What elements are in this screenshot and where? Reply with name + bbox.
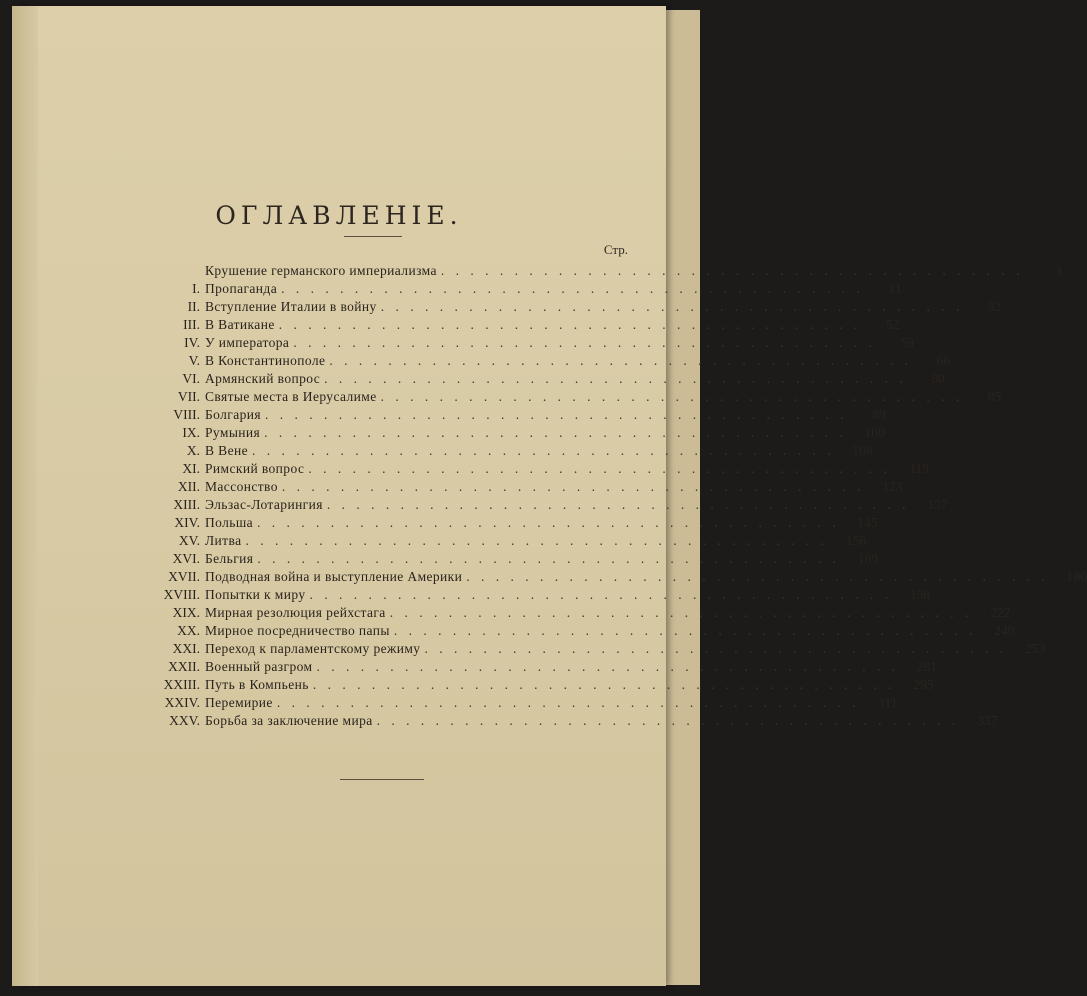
table-of-contents bbox=[152, 262, 1087, 730]
toc-dot-leader: . . . . . . . . . . . . . . . . . . . . . . . . . . . . . . . . . . . . . . . . bbox=[424, 641, 1008, 656]
toc-dot-leader: . . . . . . . . . . . . . . . . . . . . . . . . . . . . . . . . . . . . . . . . bbox=[276, 695, 860, 710]
toc-entry-title: Мирное посредничество папы bbox=[205, 623, 390, 638]
toc-entry-page: 253 bbox=[1024, 641, 1046, 656]
toc-entry-number: XI. bbox=[182, 461, 200, 476]
toc-entry-title: Крушение германского империализма bbox=[205, 263, 437, 278]
toc-entry bbox=[152, 550, 879, 568]
toc-entry-number: XXV. bbox=[169, 713, 200, 728]
toc-entry-page: 108 bbox=[852, 443, 873, 458]
toc-dot-leader: . . . . . . . . . . . . . . . . . . . . . . . . . . . . . . . . . . . . . . . . bbox=[440, 263, 1024, 278]
toc-entry bbox=[152, 532, 867, 550]
toc-entry-title: Путь в Компьень bbox=[205, 677, 309, 692]
toc-entry-title: Бельгия bbox=[205, 551, 254, 566]
page-edge-shadow bbox=[12, 6, 38, 986]
toc-dot-leader: . . . . . . . . . . . . . . . . . . . . . . . . . . . . . . . . . . . . . . . . bbox=[293, 335, 876, 350]
toc-entry bbox=[152, 442, 873, 460]
toc-entry bbox=[152, 298, 1002, 316]
toc-entry-number: XXIII. bbox=[163, 677, 200, 692]
page-column-label: Стр. bbox=[603, 242, 628, 257]
toc-entry bbox=[152, 262, 1062, 280]
toc-dot-leader: . . . . . . . . . . . . . . . . . . . . . . . . . . . . . . . . . . . . . . . . bbox=[257, 551, 841, 566]
toc-entry-number: III. bbox=[183, 317, 200, 332]
toc-entry bbox=[152, 352, 951, 370]
toc-entry-page: 85 bbox=[987, 389, 1002, 404]
toc-entry-page: 337 bbox=[977, 713, 998, 728]
toc-entry bbox=[152, 694, 898, 712]
toc-entry bbox=[152, 406, 886, 424]
toc-dot-leader: . . . . . . . . . . . . . . . . . . . . . . . . . . . . . . . . . . . . . . . . bbox=[329, 353, 913, 368]
toc-entry bbox=[152, 460, 929, 478]
toc-dot-leader: . . . . . . . . . . . . . . . . . . . . . . . . . . . . . . . . . . . . . . . . bbox=[252, 443, 835, 458]
toc-entry-title: Литва bbox=[205, 533, 242, 548]
toc-entry bbox=[152, 622, 1015, 640]
toc-entry-number: VII. bbox=[177, 389, 200, 404]
toc-entry-number: V. bbox=[188, 353, 200, 368]
toc-entry-title: Военный разгром bbox=[205, 659, 313, 674]
toc-entry-page: 180 bbox=[1066, 569, 1087, 584]
toc-dot-leader: . . . . . . . . . . . . . . . . . . . . . . . . . . . . . . . . . . . . . . . . bbox=[380, 389, 964, 404]
toc-entry-number: IV. bbox=[184, 335, 200, 350]
toc-dot-leader: . . . . . . . . . . . . . . . . . . . . . . . . . . . . . . . . . . . . . . . . bbox=[281, 281, 864, 296]
toc-entry bbox=[152, 712, 998, 730]
toc-entry-page: 281 bbox=[916, 659, 938, 674]
toc-dot-leader: . . . . . . . . . . . . . . . . . . . . . . . . . . . . . . . . . . . . . . . . bbox=[281, 479, 865, 494]
toc-entry-title: Массонство bbox=[205, 479, 278, 494]
toc-entry-number: X. bbox=[186, 443, 200, 458]
title-divider bbox=[344, 236, 402, 237]
toc-dot-leader: . . . . . . . . . . . . . . . . . . . . . . . . . . . . . . . . . . . . . . . . bbox=[312, 677, 896, 692]
toc-entry-page: 240 bbox=[994, 623, 1015, 638]
toc-dot-leader: . . . . . . . . . . . . . . . . . . . . . . . . . . . . . . . . . . . . . . . . bbox=[380, 299, 964, 314]
toc-entry bbox=[152, 604, 1011, 622]
toc-entry-page: 32 bbox=[987, 299, 1002, 314]
toc-entry bbox=[152, 640, 1046, 658]
toc-entry-page: 11 bbox=[888, 281, 902, 296]
toc-entry-number: XII. bbox=[177, 479, 200, 494]
toc-entry bbox=[152, 388, 1002, 406]
toc-dot-leader: . . . . . . . . . . . . . . . . . . . . . . . . . . . . . . . . . . . . . . . . bbox=[309, 587, 893, 602]
toc-entry-page: 311 bbox=[877, 695, 898, 710]
toc-dot-leader: . . . . . . . . . . . . . . . . . . . . . . . . . . . . . . . . . . . . . . . . bbox=[278, 317, 862, 332]
toc-entry-title: Переход к парламентскому режиму bbox=[205, 641, 421, 656]
toc-dot-leader: . . . . . . . . . . . . . . . . . . . . . . . . . . . . . . . . . . . . . . . . bbox=[245, 533, 829, 548]
toc-dot-leader: . . . . . . . . . . . . . . . . . . . . . . . . . . . . . . . . . . . . . . . . bbox=[264, 425, 847, 440]
toc-entry-title: Эльзас-Лотарингия bbox=[205, 497, 323, 512]
toc-dot-leader: . . . . . . . . . . . . . . . . . . . . . . . . . . . . . . . . . . . . . . . . bbox=[308, 461, 891, 476]
toc-entry-title: Польша bbox=[205, 515, 254, 530]
toc-entry-title: Перемирие bbox=[205, 695, 273, 710]
toc-entry-number: XVIII. bbox=[163, 587, 200, 602]
toc-entry-page: 295 bbox=[913, 677, 934, 692]
toc-entry-title: Болгария bbox=[205, 407, 261, 422]
toc-entry bbox=[152, 478, 903, 496]
toc-dot-leader: . . . . . . . . . . . . . . . . . . . . . . . . . . . . . . . . . . . . . . . . bbox=[324, 371, 907, 386]
toc-entry-title: В Ватикане bbox=[205, 317, 275, 332]
toc-entry bbox=[152, 280, 902, 298]
toc-entry-title: Подводная война и выступление Америки bbox=[205, 569, 463, 584]
toc-entry-page: 3 bbox=[1054, 263, 1062, 278]
toc-entry-page: 156 bbox=[845, 533, 867, 548]
toc-entry bbox=[152, 514, 878, 532]
toc-entry-number: I. bbox=[192, 281, 200, 296]
toc-entry-title: Румыния bbox=[205, 425, 261, 440]
toc-entry-page: 100 bbox=[864, 425, 885, 440]
toc-entry-title: Армянский вопрос bbox=[205, 371, 321, 386]
toc-entry-page: 52 bbox=[885, 317, 900, 332]
toc-entry bbox=[152, 334, 914, 352]
toc-entry-title: Мирная резолюция рейхстага bbox=[205, 605, 386, 620]
toc-entry bbox=[152, 658, 938, 676]
toc-entry bbox=[152, 676, 934, 694]
toc-dot-leader: . . . . . . . . . . . . . . . . . . . . . . . . . . . . . . . . . . . . . . . . bbox=[257, 515, 840, 530]
toc-dot-leader: . . . . . . . . . . . . . . . . . . . . . . . . . . . . . . . . . . . . . . . . bbox=[326, 497, 910, 512]
toc-entry-title: Попытки к миру bbox=[205, 587, 306, 602]
toc-entry-page: 119 bbox=[909, 461, 929, 476]
toc-entry-page: 145 bbox=[857, 515, 878, 530]
toc-entry-page: 169 bbox=[857, 551, 879, 566]
toc-entry-page: 59 bbox=[900, 335, 914, 350]
toc-entry-page: 222 bbox=[990, 605, 1011, 620]
toc-entry-number: XV. bbox=[178, 533, 200, 548]
toc-dot-leader: . . . . . . . . . . . . . . . . . . . . . . . . . . . . . . . . . . . . . . . . bbox=[393, 623, 977, 638]
toc-entry-title: В Константинополе bbox=[205, 353, 326, 368]
page-title: ОГЛАВЛЕНІЕ. bbox=[215, 200, 463, 230]
toc-entry bbox=[152, 586, 931, 604]
toc-entry-title: Римский вопрос bbox=[205, 461, 305, 476]
toc-entry-page: 80 bbox=[931, 371, 945, 386]
toc-entry-title: В Вене bbox=[205, 443, 248, 458]
closing-divider bbox=[340, 779, 424, 780]
toc-entry-number: XX. bbox=[177, 623, 200, 638]
toc-entry-title: Борьба за заключение мира bbox=[205, 713, 373, 728]
toc-entry bbox=[152, 496, 948, 514]
toc-dot-leader: . . . . . . . . . . . . . . . . . . . . . . . . . . . . . . . . . . . . . . . . bbox=[316, 659, 900, 674]
toc-entry bbox=[152, 370, 945, 388]
toc-entry bbox=[152, 316, 900, 334]
toc-entry-page: 89 bbox=[872, 407, 886, 422]
toc-entry-title: У императора bbox=[205, 335, 290, 350]
toc-entry bbox=[152, 424, 885, 442]
toc-entry-number: II. bbox=[187, 299, 200, 314]
toc-entry-number: XIII. bbox=[173, 497, 200, 512]
toc-entry-number: VI. bbox=[182, 371, 200, 386]
toc-entry bbox=[152, 568, 1087, 586]
toc-entry-page: 66 bbox=[936, 353, 951, 368]
toc-entry-title: Вступление Италии в войну bbox=[205, 299, 377, 314]
toc-entry-number: IX. bbox=[182, 425, 200, 440]
toc-dot-leader: . . . . . . . . . . . . . . . . . . . . . . . . . . . . . . . . . . . . . . . . bbox=[264, 407, 848, 422]
toc-entry-page: 137 bbox=[927, 497, 948, 512]
toc-entry-number: XXIV. bbox=[164, 695, 200, 710]
toc-entry-number: XXII. bbox=[168, 659, 200, 674]
toc-entry-title: Святые места в Иерусалиме bbox=[205, 389, 377, 404]
toc-entry-number: XVII. bbox=[168, 569, 200, 584]
toc-dot-leader: . . . . . . . . . . . . . . . . . . . . . . . . . . . . . . . . . . . . . . . . bbox=[466, 569, 1049, 584]
toc-dot-leader: . . . . . . . . . . . . . . . . . . . . . . . . . . . . . . . . . . . . . . . . bbox=[376, 713, 960, 728]
toc-dot-leader: . . . . . . . . . . . . . . . . . . . . . . . . . . . . . . . . . . . . . . . . bbox=[389, 605, 973, 620]
toc-entry-page: 198 bbox=[909, 587, 931, 602]
toc-entry-number: VIII. bbox=[173, 407, 200, 422]
book-page bbox=[12, 6, 1087, 986]
toc-entry-title: Пропаганда bbox=[205, 281, 278, 296]
toc-entry-number: XVI. bbox=[172, 551, 200, 566]
toc-entry-number: XIX. bbox=[172, 605, 200, 620]
toc-entry-number: XIV. bbox=[174, 515, 200, 530]
toc-entry-page: 123 bbox=[882, 479, 903, 494]
toc-entry-number: XXI. bbox=[172, 641, 200, 656]
